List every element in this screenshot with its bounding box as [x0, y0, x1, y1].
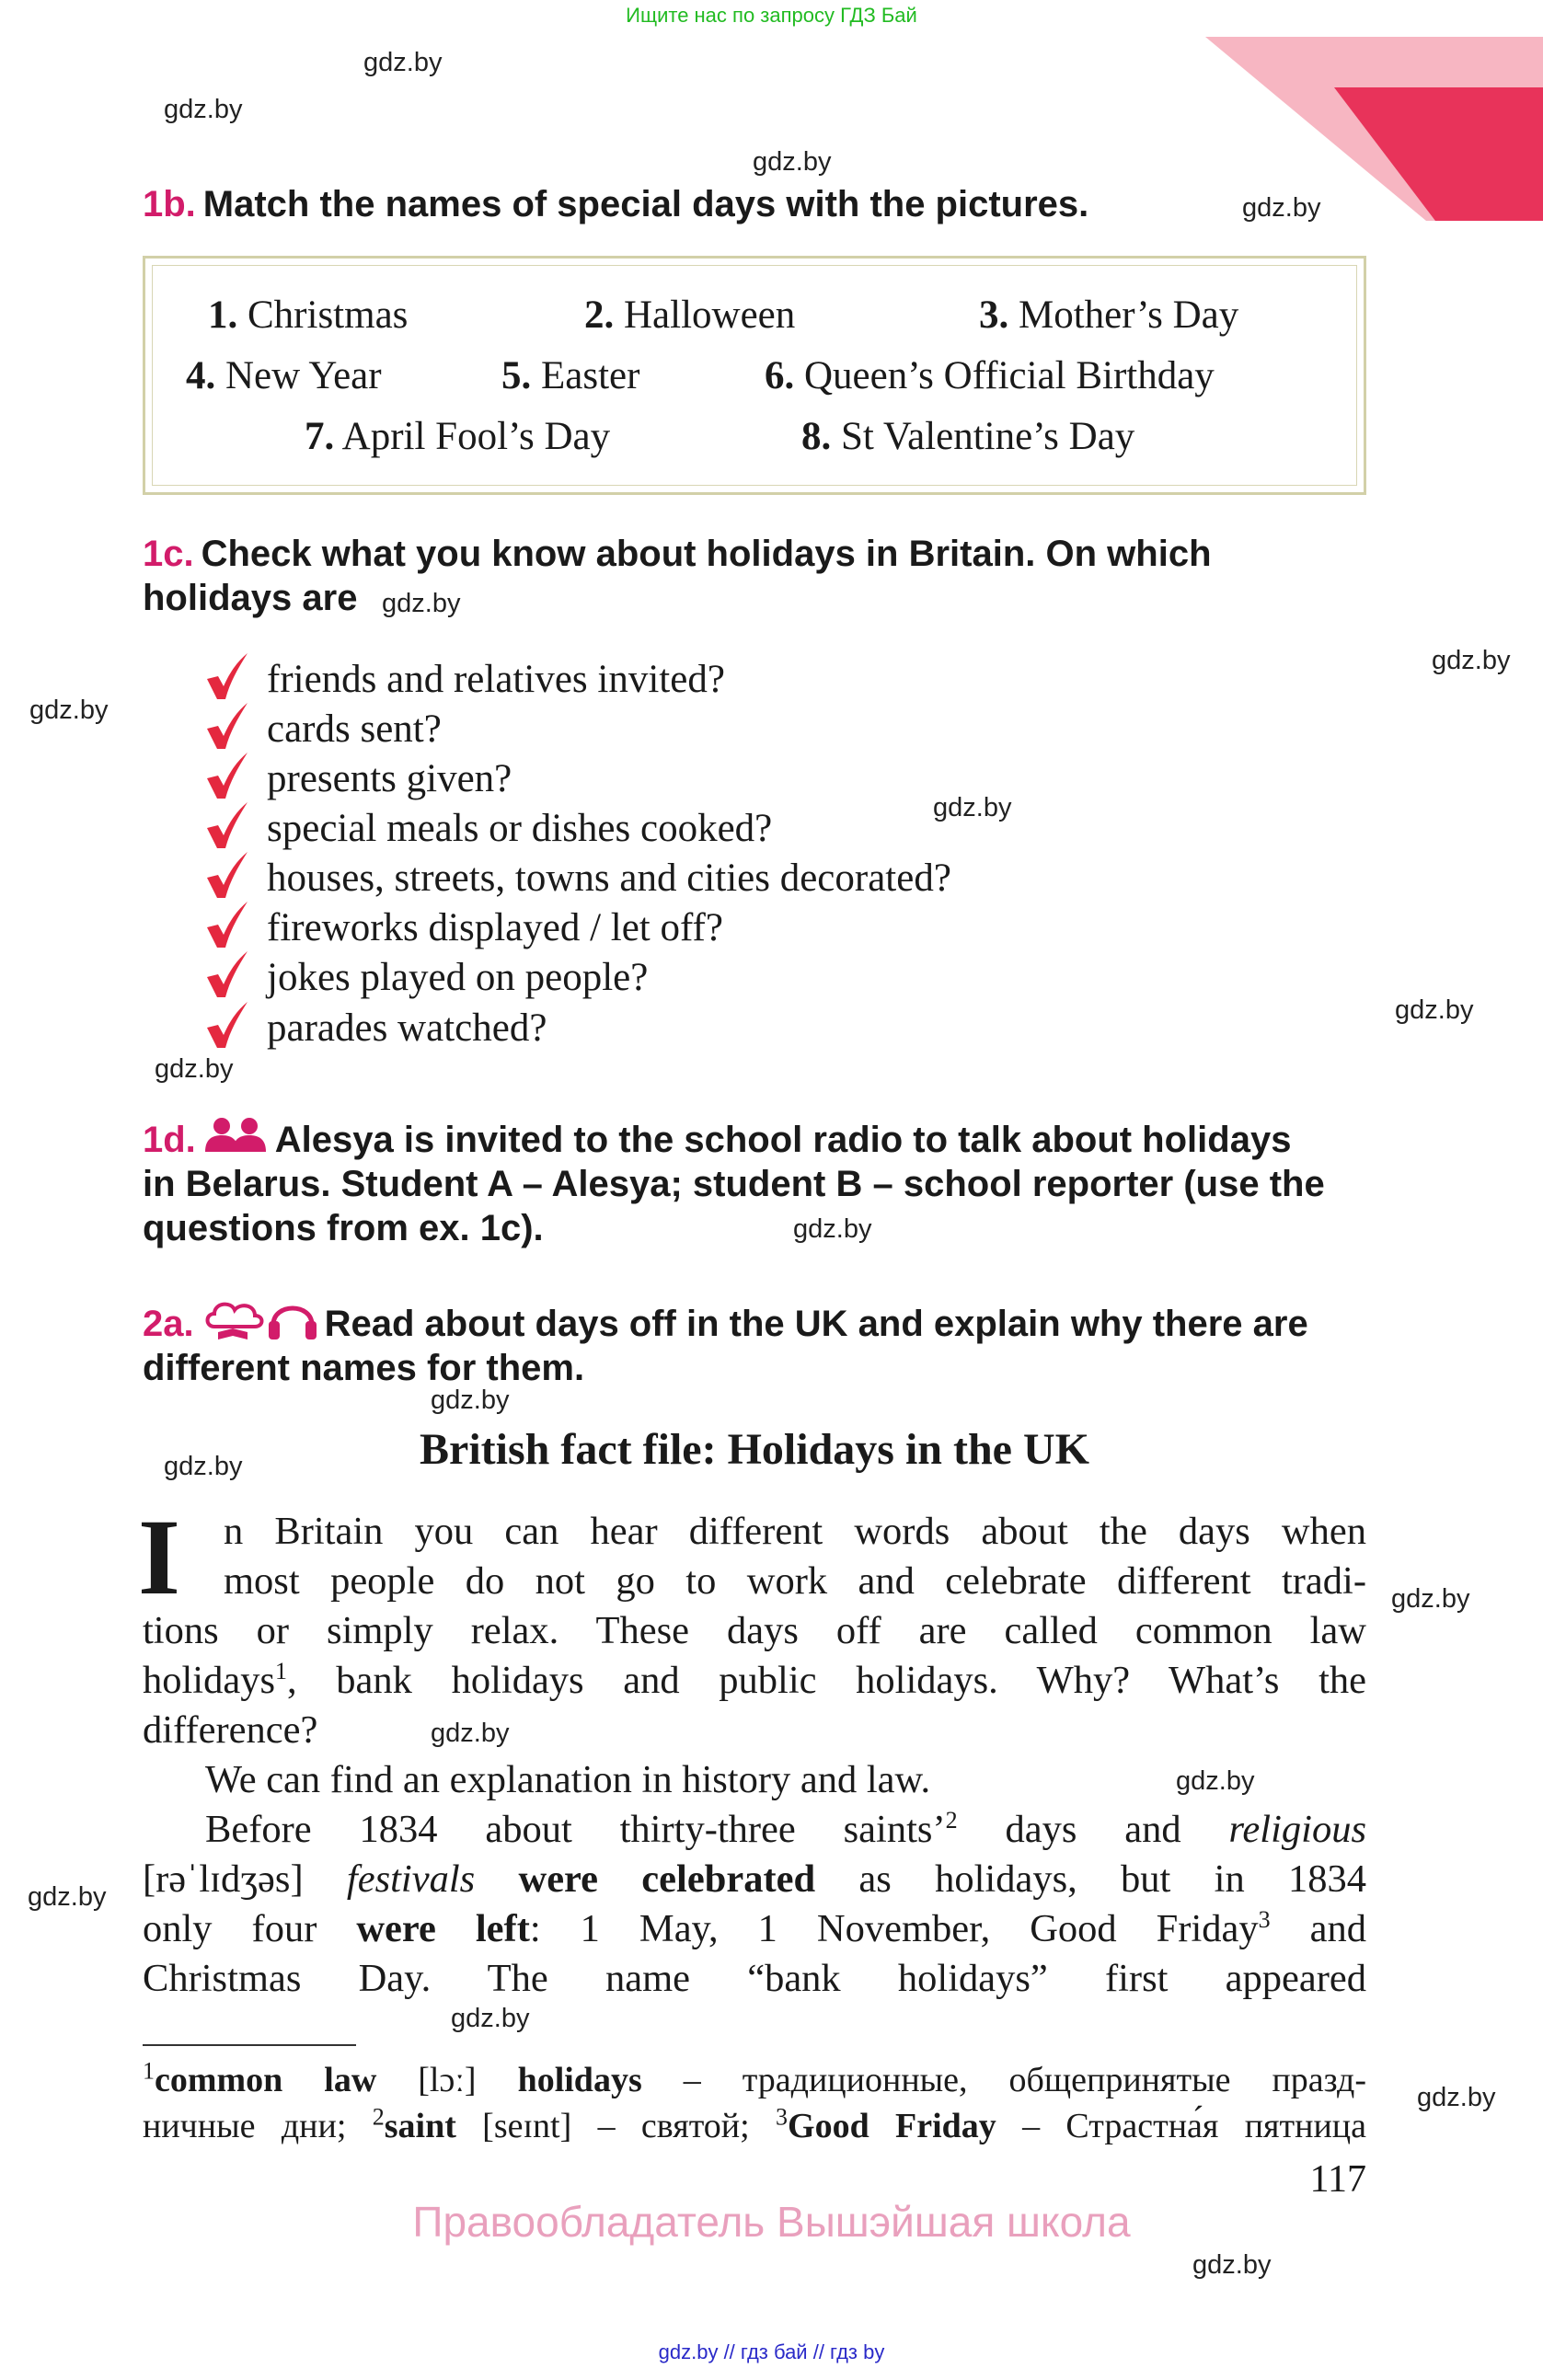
task-number: 1b.: [143, 184, 196, 224]
headphones-icon: [266, 1292, 319, 1343]
checkmark-icon: [204, 900, 250, 949]
watermark: gdz.by: [29, 696, 109, 725]
watermark: gdz.by: [1417, 2083, 1496, 2112]
footnote-line: $^1$common law [lɔː] holidays – традиционные, общепринятые празд-: [143, 2057, 1366, 2099]
checkmark-icon: [204, 800, 250, 850]
day-item: 4. New Year: [186, 354, 382, 397]
watermark: gdz.by: [1432, 646, 1511, 675]
watermark: gdz.by: [1391, 1584, 1470, 1614]
day-item: 8. St Valentine’s Day: [801, 415, 1135, 458]
watermark: gdz.by: [164, 95, 243, 124]
text-line: n Britain you can hear different words about the days when: [224, 1510, 1366, 1553]
watermark: gdz.by: [1192, 2250, 1272, 2280]
watermark: gdz.by: [793, 1214, 872, 1244]
day-item: 1. Christmas: [208, 293, 409, 337]
text-line: tions or simply relax. These days off are called common law: [143, 1609, 1366, 1652]
watermark: gdz.by: [431, 1385, 510, 1415]
text-line: only four were left: 1 May, 1 November, Good Friday$^3$ and: [143, 1905, 1366, 1950]
watermark: gdz.by: [933, 793, 1012, 822]
text-line: difference?: [143, 1708, 318, 1752]
task-number: 1c.: [143, 534, 194, 574]
text-line: [rəˈlɪdʒəs] festivals were celebrated as holidays, but in 1834: [143, 1857, 1366, 1901]
task-text: Match the names of special days with the pictures.: [202, 184, 1089, 224]
task-1d: 1d. Alesya is invited to the school radio to talk about holidays in Belarus. Student A – Alesya; student B – school reporter (use the questions from ex. 1c).: [143, 1117, 1366, 1250]
text-line: Christmas Day. The name “bank holidays” first appeared: [143, 1957, 1366, 2000]
fact-file-title: British fact file: Holidays in the UK: [420, 1425, 1089, 1474]
cloud-reading-icon: [202, 1295, 266, 1341]
watermark: gdz.by: [1242, 193, 1321, 223]
day-item: 3. Mother’s Day: [979, 293, 1239, 337]
text-line: most people do not go to work and celebrate different tradi-: [224, 1559, 1366, 1603]
watermark: gdz.by: [1176, 1766, 1255, 1796]
watermark: gdz.by: [28, 1882, 107, 1912]
text-line: holidays$^1$, bank holidays and public holidays. Why? What’s the: [143, 1657, 1366, 1702]
watermark: gdz.by: [155, 1054, 234, 1084]
checkmark-icon: [204, 701, 250, 751]
task-number: 1d.: [143, 1120, 196, 1160]
watermark: gdz.by: [431, 1719, 510, 1748]
footer-links[interactable]: gdz.by // гдз бай // гдз by: [658, 2340, 885, 2363]
day-item: 7. April Fool’s Day: [305, 415, 611, 458]
day-item: 2. Halloween: [584, 293, 796, 337]
text-line: We can find an explanation in history and law.: [205, 1758, 931, 1801]
text-line: Before 1834 about thirty-three saints’$^2$ days and religious: [205, 1806, 1366, 1851]
checkmark-icon: [204, 1000, 250, 1050]
top-banner[interactable]: Ищите нас по запросу ГДЗ Бай: [626, 4, 917, 27]
day-item: 6. Queen’s Official Birthday: [765, 354, 1215, 397]
task-1c: 1c. Check what you know about holidays in Britain. On which holidays are: [143, 534, 1212, 618]
drop-cap: I: [138, 1497, 180, 1617]
watermark: gdz.by: [363, 48, 443, 77]
footnote-rule: [143, 2044, 356, 2046]
checkmark-icon: [204, 651, 250, 701]
checkmark-icon: [204, 850, 250, 900]
watermark: gdz.by: [164, 1452, 243, 1481]
special-days-box: [143, 256, 1366, 495]
checkmark-icon: [204, 751, 250, 800]
watermark: gdz.by: [382, 589, 461, 618]
footnote-line: ничные дни; $^2$saint [seɪnt] – святой; $^3$Good Friday – Страстна́я пятница: [143, 2103, 1366, 2145]
watermark: gdz.by: [451, 2004, 530, 2033]
task-number: 2a.: [143, 1304, 194, 1344]
watermark: gdz.by: [1395, 995, 1474, 1025]
task-2a: 2a. Read about days off in the UK and explain why there are different names for them.: [143, 1292, 1366, 1390]
checkmark-icon: [204, 949, 250, 999]
day-item: 5. Easter: [501, 354, 640, 397]
pair-work-icon: [203, 1117, 268, 1154]
copyright-notice: Правообладатель Вышэйшая школа: [412, 2198, 1131, 2246]
watermark: gdz.by: [753, 147, 832, 177]
task-1b: [143, 182, 1366, 226]
page-number: 117: [1309, 2158, 1366, 2201]
